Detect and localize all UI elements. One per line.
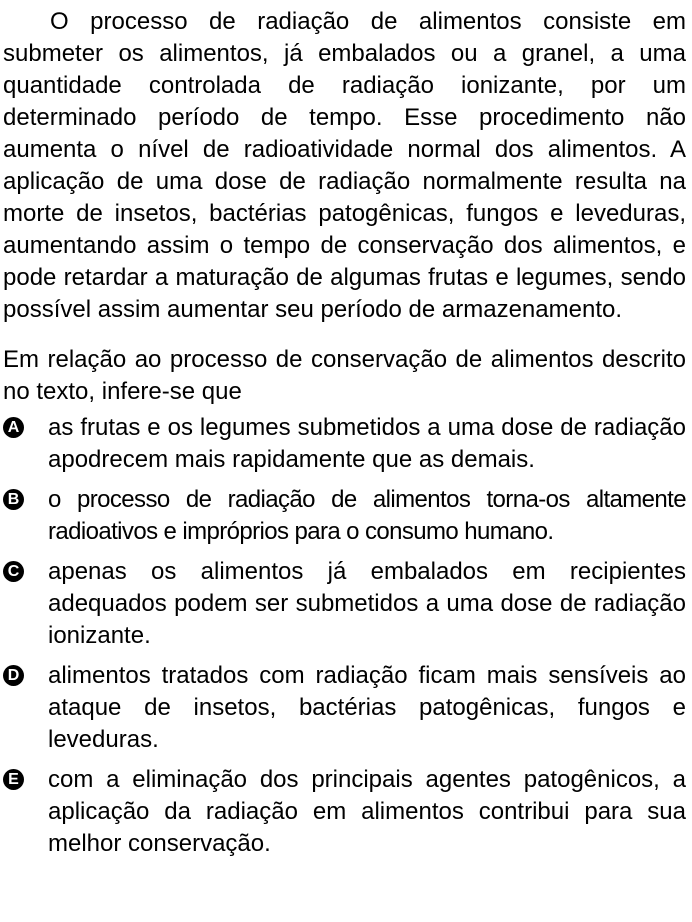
option-e-letter-badge: E xyxy=(3,769,24,790)
passage-text: O processo de radiação de alimentos consiste em submeter os alimentos, já embalados ou a granel, a uma quantidade controlada de radiação ionizante, por um determinado período de tempo. Esse procedimento não aumenta o nível de radioatividade normal dos alimentos. A aplicação de uma dose de radiação normalmente resulta na morte de insetos, bactérias patogênicas, fungos e leveduras, aumentando assim o tempo de conservação dos alimentos, e pode retardar a maturação de algumas frutas e legumes, sendo possível assim aumentar seu período de armazenamento. xyxy=(3,8,686,323)
option-a[interactable] xyxy=(3,412,686,476)
option-b-letter-badge: B xyxy=(3,489,24,510)
answer-options xyxy=(3,412,686,860)
option-d-letter-badge: D xyxy=(3,665,24,686)
option-c-text: apenas os alimentos já embalados em recipientes adequados podem ser submetidos a uma dose de radiação ionizante. xyxy=(48,558,686,649)
option-e-text: com a eliminação dos principais agentes patogênicos, a aplicação da radiação em alimentos contribui para sua melhor conservação. xyxy=(48,766,686,857)
option-c-letter-badge: C xyxy=(3,561,24,582)
option-e[interactable] xyxy=(3,764,686,860)
question-stem: Em relação ao processo de conservação de alimentos descrito no texto, infere-se que xyxy=(3,346,686,405)
option-a-letter-badge: A xyxy=(3,417,24,438)
option-c[interactable] xyxy=(3,556,686,652)
option-d-text: alimentos tratados com radiação ficam mais sensíveis ao ataque de insetos, bactérias patogênicas, fungos e leveduras. xyxy=(48,662,686,753)
option-a-text: as frutas e os legumes submetidos a uma dose de radiação apodrecem mais rapidamente que as demais. xyxy=(48,414,686,473)
option-b[interactable] xyxy=(3,484,686,548)
option-b-text: o processo de radiação de alimentos torna-os altamente radioativos e impróprios para o consumo humano. xyxy=(48,486,686,545)
option-d[interactable] xyxy=(3,660,686,756)
